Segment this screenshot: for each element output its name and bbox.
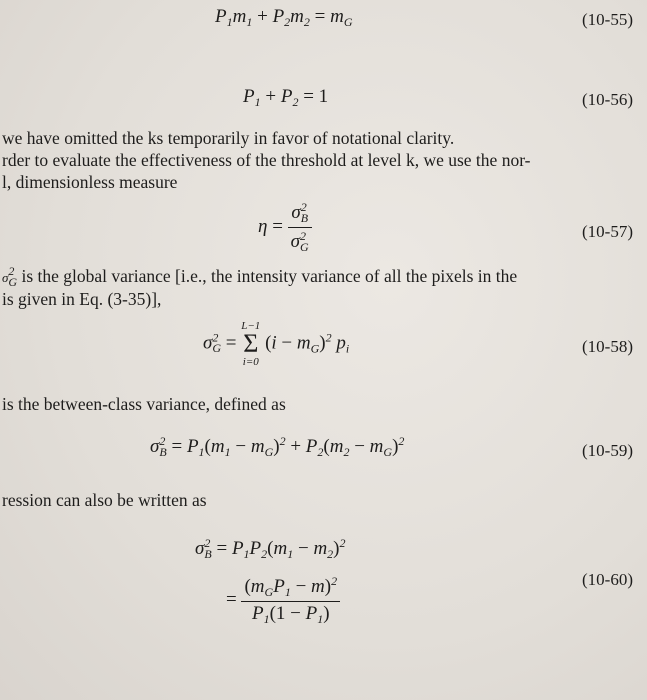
equation-10-56: $P_1 + P_2 = 1$ [243, 86, 329, 109]
text-line-2: rder to evaluate the effectiveness of the threshold at level k, we use the nor- [2, 150, 531, 170]
text-line-4 [2, 264, 517, 290]
text-line-5: is given in Eq. (3-35)], [2, 289, 162, 309]
equation-10-59: $\sigma^2_B = P_1(m_1 - m_G)^2 + P_2(m_2 - m_G)^2$ [150, 434, 405, 459]
text-line-7: ression can also be written as [2, 490, 207, 510]
equation-number-10-55: (10-55) [582, 10, 633, 29]
text-line-1: we have omitted the ks temporarily in favor of notational clarity. [2, 128, 455, 148]
text-line-4-body: is the global variance [i.e., the intensity variance of all the pixels in the [17, 266, 518, 286]
equation-number-10-60: (10-60) [582, 570, 633, 589]
equation-10-58: $\sigma^2_G$ = L−1 Σ i=0 $(i - m_G)^2$ $p_i$ [203, 320, 350, 368]
text-line-3: l, dimensionless measure [2, 172, 178, 192]
equation-number-10-57: (10-57) [582, 222, 633, 241]
equation-10-60-line-1: $\sigma^2_B = P_1P_2(m_1 - m_2)^2$ [195, 536, 346, 561]
equation-number-10-58: (10-58) [582, 337, 633, 356]
text-line-6: is the between-class variance, defined as [2, 394, 286, 414]
equation-10-55: $P_1m_1 + P_2m_2 = m_G$ [215, 6, 353, 29]
equation-10-57: η = $\frac{\sigma^2_B}{\sigma^2_G}$ [258, 200, 312, 255]
equation-number-10-59: (10-59) [582, 441, 633, 460]
equation-10-60-line-2: = $\frac{(m_GP_1 - m)^2}{P_1(1 - P_1)}$ [226, 574, 340, 627]
equation-number-10-56: (10-56) [582, 90, 633, 109]
sigma-g-squared-symbol: $\sigma^2_G$ [2, 264, 18, 289]
